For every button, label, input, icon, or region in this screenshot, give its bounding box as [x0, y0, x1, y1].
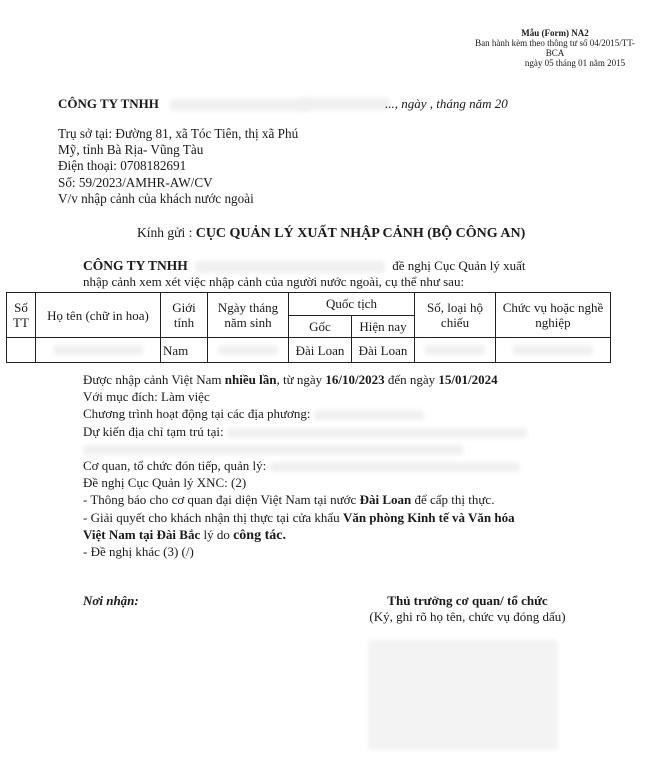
redacted-program	[314, 410, 424, 420]
redacted-position	[513, 345, 593, 355]
address-label: Dự kiến địa chỉ tạm trú tại:	[83, 423, 224, 439]
recipient-name: CỤC QUẢN LÝ XUẤT NHẬP CẢNH (BỘ CÔNG AN)	[195, 226, 526, 241]
intro-line1-rest: đề nghị Cục Quản lý xuất	[392, 258, 526, 273]
redacted-name	[53, 345, 143, 355]
entry-date-from: 16/10/2023	[325, 372, 385, 387]
subject-line: V/v nhập cảnh của khách nước ngoài	[58, 190, 254, 206]
table-header-row	[7, 293, 611, 316]
header-name: Họ tên (chữ in hoa)	[36, 293, 161, 338]
details-block	[83, 371, 527, 560]
resolve-office: Văn phòng Kinh tế và Văn hóa	[342, 509, 515, 525]
notify-country: Đài Loan	[359, 492, 412, 508]
recipient-prefix: Kính gửi :	[137, 225, 193, 240]
signature-block	[340, 593, 595, 625]
entry-from-label: , từ ngày	[276, 372, 323, 387]
entry-prefix: Được nhập cảnh Việt Nam	[83, 372, 222, 387]
cell-gender: Nam	[161, 338, 208, 363]
redacted-dob	[218, 345, 278, 355]
entry-line	[83, 371, 527, 388]
entry-date-to: 15/01/2024	[438, 372, 498, 387]
address-line: Mỹ, tỉnh Bà Rịa- Vũng Tàu	[58, 142, 204, 158]
host-line	[83, 457, 527, 474]
cell-passport	[415, 338, 496, 363]
header-nat-current: Hiện nay	[352, 315, 415, 338]
document-date: ..., ngày , tháng năm 20	[385, 96, 508, 111]
purpose-line: Với mục đích: Làm việc	[83, 389, 210, 405]
redacted-address-continued	[83, 445, 463, 455]
intro-paragraph	[83, 258, 526, 289]
company-name-prefix: CÔNG TY TNHH	[58, 96, 159, 111]
intro-line2: nhập cảnh xem xét việc nhập cảnh của người nước ngoài, cụ thể như sau:	[83, 273, 465, 289]
address-continued	[83, 440, 527, 457]
resolve-office-location: Việt Nam tại Đài Bắc	[83, 526, 201, 542]
resolve-reason-label: lý do	[203, 526, 230, 542]
resolve-reason: công tác.	[233, 527, 286, 543]
cell-nat-current: Đài Loan	[352, 338, 415, 363]
redacted-address	[227, 428, 527, 438]
address-line: Trụ sở tại: Đường 81, xã Tóc Tiên, thị xã Phú	[58, 126, 299, 141]
program-label: Chương trình hoạt động tại các địa phương:	[83, 406, 311, 422]
redacted-company-name	[170, 99, 310, 111]
intro-company: CÔNG TY TNHH	[83, 258, 188, 273]
form-issued-line2: ngày 05 tháng 01 năm 2015	[524, 58, 626, 68]
cell-position	[496, 338, 611, 363]
notify-prefix: - Thông báo cho cơ quan đại diện Việt Nam tại nước	[83, 492, 357, 508]
notify-suffix: để cấp thị thực.	[414, 492, 495, 508]
program-line	[83, 405, 527, 422]
header-passport: Số, loại hộ chiếu	[415, 293, 496, 338]
cell-stt	[7, 338, 36, 363]
doc-number-line: Số: 59/2023/AMHR-AW/CV	[58, 174, 213, 190]
form-code-block	[470, 28, 640, 68]
form-code: Mẫu (Form) NA2	[521, 28, 589, 38]
entry-type: nhiều lần	[224, 372, 277, 387]
header-gender: Giới tính	[161, 293, 208, 338]
header-dob: Ngày tháng năm sinh	[208, 293, 289, 338]
company-address-block	[58, 126, 298, 207]
header-position: Chức vụ hoặc nghề nghiệp	[496, 293, 611, 338]
form-issued-line1: Ban hành kèm theo thông tư số 04/2015/TT-BCA	[475, 38, 635, 58]
request-line: Đề nghị Cục Quản lý XNC: (2)	[83, 475, 247, 491]
notify-line	[83, 491, 527, 508]
address-line	[83, 423, 527, 440]
cell-nat-origin: Đài Loan	[289, 338, 352, 363]
header-nationality: Quốc tịch	[289, 293, 415, 316]
recipients-label: Nơi nhận:	[83, 593, 139, 608]
other-request-line: - Đề nghị khác (3) (/)	[83, 543, 194, 559]
signer-note: (Ký, ghi rõ họ tên, chức vụ đóng dấu)	[369, 609, 566, 624]
header-nat-origin: Gốc	[289, 315, 352, 338]
signer-title: Thủ trưởng cơ quan/ tổ chức	[387, 593, 548, 608]
resolve-line	[83, 509, 527, 526]
entry-to-label: đến ngày	[387, 372, 436, 387]
resolve-line-2	[83, 526, 527, 543]
redacted-intro-company	[195, 261, 385, 273]
redacted-passport	[425, 345, 485, 355]
guest-table	[6, 292, 611, 363]
cell-dob	[208, 338, 289, 363]
phone-line: Điện thoại: 0708182691	[58, 158, 187, 174]
redacted-signature-stamp	[368, 640, 558, 750]
resolve-prefix: - Giải quyết cho khách nhận thị thực tại cửa khẩu	[83, 509, 340, 525]
redacted-host	[270, 462, 520, 472]
cell-name	[36, 338, 161, 363]
header-stt: Số TT	[7, 293, 36, 338]
table-row	[7, 338, 611, 363]
redacted-place	[300, 98, 390, 110]
company-name	[58, 96, 310, 112]
host-label: Cơ quan, tổ chức đón tiếp, quản lý:	[83, 457, 267, 473]
recipient-line	[137, 225, 525, 242]
